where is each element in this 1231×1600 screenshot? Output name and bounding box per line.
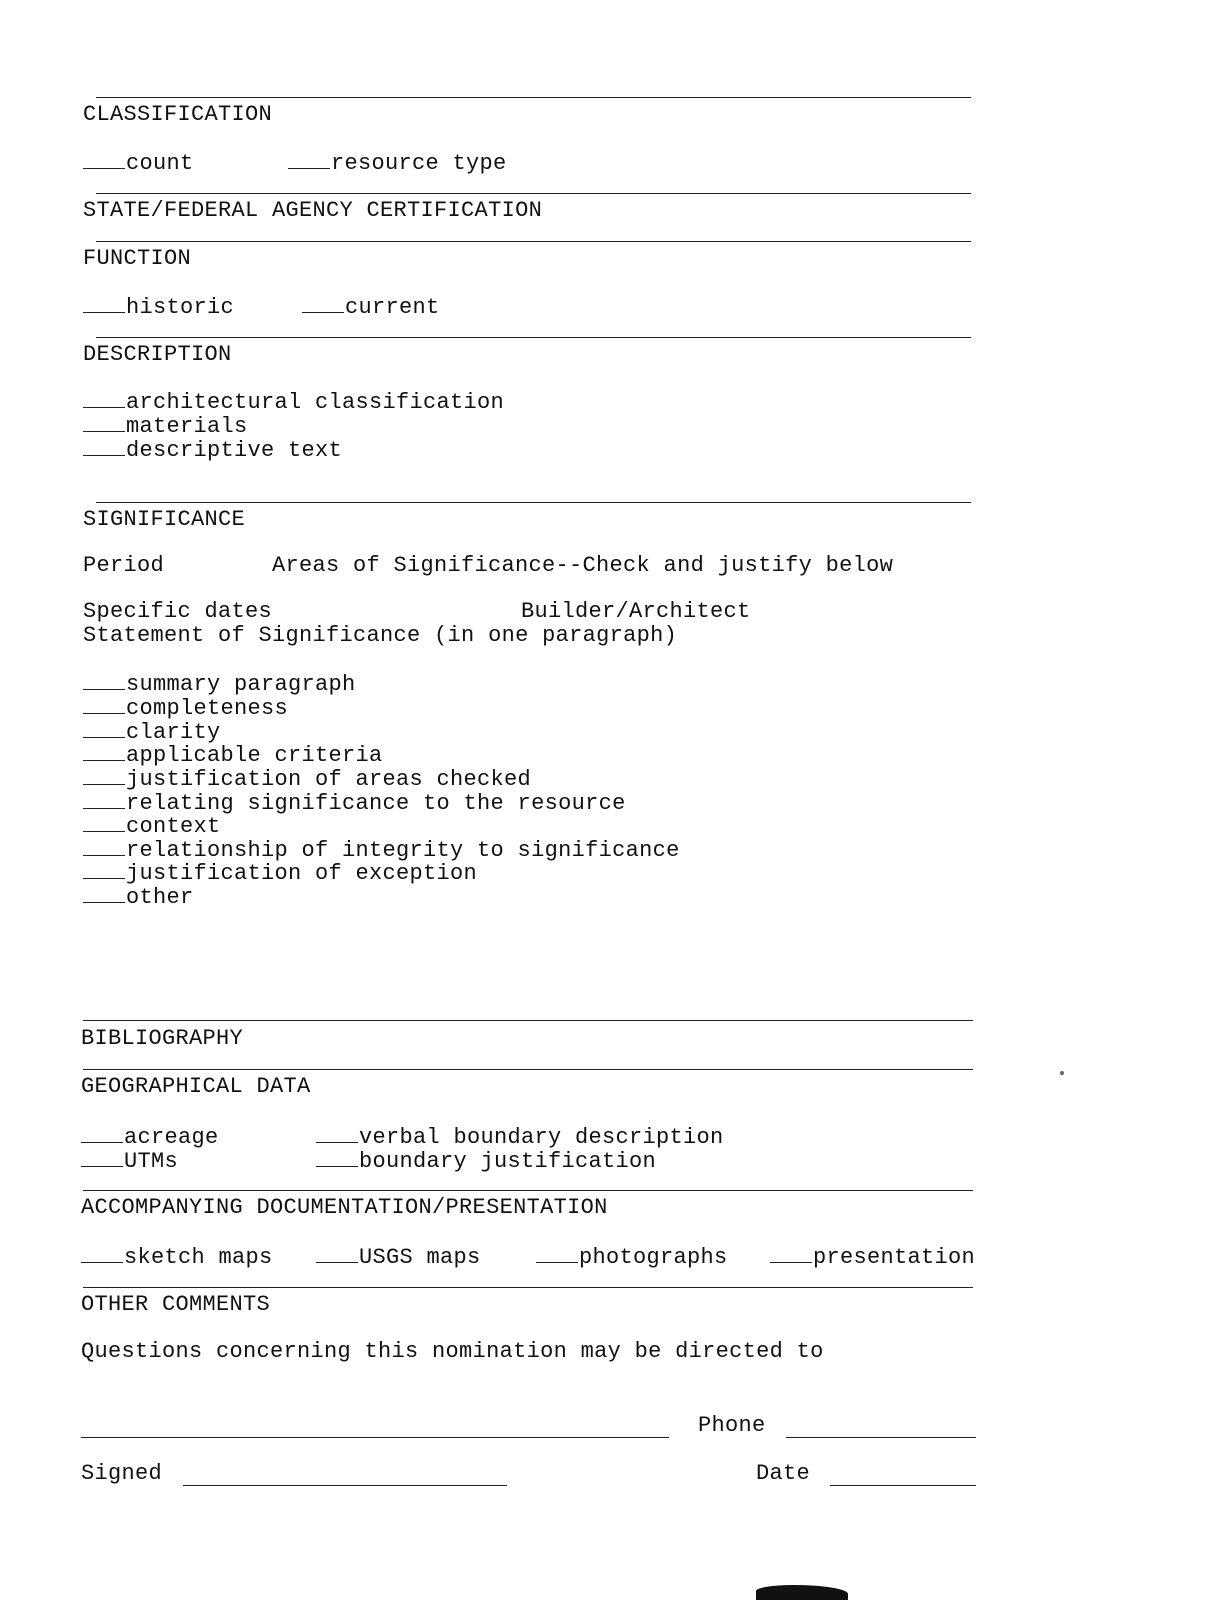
check-blank[interactable] bbox=[81, 1124, 123, 1143]
check-blank[interactable] bbox=[83, 150, 125, 169]
checkbox-context[interactable] bbox=[83, 813, 221, 839]
checkbox-label: current bbox=[345, 295, 440, 320]
check-blank[interactable] bbox=[83, 837, 125, 856]
check-blank[interactable] bbox=[83, 294, 125, 313]
check-blank[interactable] bbox=[316, 1124, 358, 1143]
builder-architect-label: Builder/Architect bbox=[521, 599, 751, 624]
check-blank[interactable] bbox=[83, 742, 125, 761]
checkbox-verbal-boundary[interactable] bbox=[316, 1124, 724, 1150]
checkbox-label: presentation bbox=[813, 1245, 976, 1270]
documentation-heading: ACCOMPANYING DOCUMENTATION/PRESENTATION bbox=[81, 1195, 608, 1220]
checkbox-justification-of-exception[interactable] bbox=[83, 860, 477, 886]
date-line[interactable] bbox=[830, 1485, 976, 1486]
phone-line[interactable] bbox=[786, 1437, 976, 1438]
checkbox-label: count bbox=[126, 151, 194, 176]
function-heading: FUNCTION bbox=[83, 246, 192, 271]
check-blank[interactable] bbox=[83, 790, 125, 809]
check-blank[interactable] bbox=[81, 1244, 123, 1263]
section-rule bbox=[96, 241, 971, 242]
checkbox-historic[interactable] bbox=[83, 294, 234, 320]
significance-heading: SIGNIFICANCE bbox=[83, 507, 246, 532]
checkbox-count[interactable] bbox=[83, 150, 194, 176]
checkbox-label: completeness bbox=[126, 696, 289, 721]
checkbox-label: applicable criteria bbox=[126, 743, 383, 768]
geographical-data-heading: GEOGRAPHICAL DATA bbox=[81, 1074, 311, 1099]
period-label: Period bbox=[83, 553, 165, 578]
check-blank[interactable] bbox=[536, 1244, 578, 1263]
checkbox-label: materials bbox=[126, 414, 248, 439]
checkbox-label: boundary justification bbox=[359, 1149, 657, 1174]
classification-heading: CLASSIFICATION bbox=[83, 102, 273, 127]
checkbox-label: other bbox=[126, 885, 194, 910]
check-blank[interactable] bbox=[83, 884, 125, 903]
questions-text: Questions concerning this nomination may be directed to bbox=[81, 1339, 824, 1364]
checkbox-resource-type[interactable] bbox=[288, 150, 507, 176]
check-blank[interactable] bbox=[83, 813, 125, 832]
checkbox-label: UTMs bbox=[124, 1149, 179, 1174]
signature-line[interactable] bbox=[183, 1485, 507, 1486]
section-rule bbox=[83, 1069, 973, 1070]
section-rule bbox=[83, 1190, 973, 1191]
checkbox-label: architectural classification bbox=[126, 390, 505, 415]
checkbox-label: summary paragraph bbox=[126, 672, 356, 697]
description-heading: DESCRIPTION bbox=[83, 342, 232, 367]
checkbox-presentation[interactable] bbox=[770, 1244, 975, 1270]
statement-of-significance-label: Statement of Significance (in one paragraph) bbox=[83, 623, 678, 648]
section-rule bbox=[96, 502, 971, 503]
check-blank[interactable] bbox=[83, 671, 125, 690]
date-label: Date bbox=[756, 1461, 811, 1486]
other-comments-heading: OTHER COMMENTS bbox=[81, 1292, 271, 1317]
checkbox-label: photographs bbox=[579, 1245, 728, 1270]
checkbox-label: verbal boundary description bbox=[359, 1125, 724, 1150]
checkbox-utms[interactable] bbox=[81, 1148, 178, 1174]
specific-dates-label: Specific dates bbox=[83, 599, 273, 624]
checkbox-completeness[interactable] bbox=[83, 695, 288, 721]
section-rule bbox=[83, 1287, 973, 1288]
check-blank[interactable] bbox=[83, 766, 125, 785]
check-blank[interactable] bbox=[83, 437, 125, 456]
check-blank[interactable] bbox=[316, 1244, 358, 1263]
checkbox-materials[interactable] bbox=[83, 413, 248, 439]
checkbox-label: context bbox=[126, 814, 221, 839]
check-blank[interactable] bbox=[81, 1148, 123, 1167]
bibliography-heading: BIBLIOGRAPHY bbox=[81, 1026, 244, 1051]
check-blank[interactable] bbox=[302, 294, 344, 313]
checkbox-other[interactable] bbox=[83, 884, 194, 910]
check-blank[interactable] bbox=[83, 413, 125, 432]
scan-smudge bbox=[756, 1585, 848, 1600]
checkbox-label: acreage bbox=[124, 1125, 219, 1150]
checkbox-label: relationship of integrity to significance bbox=[126, 838, 680, 863]
checkbox-label: resource type bbox=[331, 151, 507, 176]
section-rule bbox=[96, 97, 971, 98]
checkbox-sketch-maps[interactable] bbox=[81, 1244, 273, 1270]
check-blank[interactable] bbox=[316, 1148, 358, 1167]
check-blank[interactable] bbox=[83, 389, 125, 408]
check-blank[interactable] bbox=[770, 1244, 812, 1263]
checkbox-label: relating significance to the resource bbox=[126, 791, 626, 816]
areas-of-significance-label: Areas of Significance--Check and justify below bbox=[272, 553, 894, 578]
checkbox-boundary-justification[interactable] bbox=[316, 1148, 656, 1174]
check-blank[interactable] bbox=[83, 719, 125, 738]
checkbox-photographs[interactable] bbox=[536, 1244, 728, 1270]
checkbox-label: USGS maps bbox=[359, 1245, 481, 1270]
check-blank[interactable] bbox=[83, 695, 125, 714]
checkbox-label: clarity bbox=[126, 720, 221, 745]
checkbox-label: historic bbox=[126, 295, 235, 320]
signed-label: Signed bbox=[81, 1461, 163, 1486]
checkbox-label: descriptive text bbox=[126, 438, 343, 463]
scan-speck bbox=[1060, 1071, 1064, 1075]
phone-label: Phone bbox=[698, 1413, 766, 1438]
checkbox-summary-paragraph[interactable] bbox=[83, 671, 356, 697]
checkbox-current[interactable] bbox=[302, 294, 440, 320]
checkbox-label: justification of exception bbox=[126, 861, 478, 886]
certification-heading: STATE/FEDERAL AGENCY CERTIFICATION bbox=[83, 198, 543, 223]
section-rule bbox=[83, 1020, 973, 1021]
checkbox-usgs-maps[interactable] bbox=[316, 1244, 481, 1270]
checkbox-label: sketch maps bbox=[124, 1245, 273, 1270]
check-blank[interactable] bbox=[288, 150, 330, 169]
checkbox-label: justification of areas checked bbox=[126, 767, 532, 792]
checkbox-applicable-criteria[interactable] bbox=[83, 742, 383, 768]
section-rule bbox=[96, 193, 971, 194]
checkbox-justification-of-areas[interactable] bbox=[83, 766, 531, 792]
check-blank[interactable] bbox=[83, 860, 125, 879]
checkbox-acreage[interactable] bbox=[81, 1124, 219, 1150]
contact-name-line[interactable] bbox=[81, 1437, 669, 1438]
checkbox-architectural-classification[interactable] bbox=[83, 389, 504, 415]
checkbox-descriptive-text[interactable] bbox=[83, 437, 342, 463]
section-rule bbox=[96, 337, 971, 338]
